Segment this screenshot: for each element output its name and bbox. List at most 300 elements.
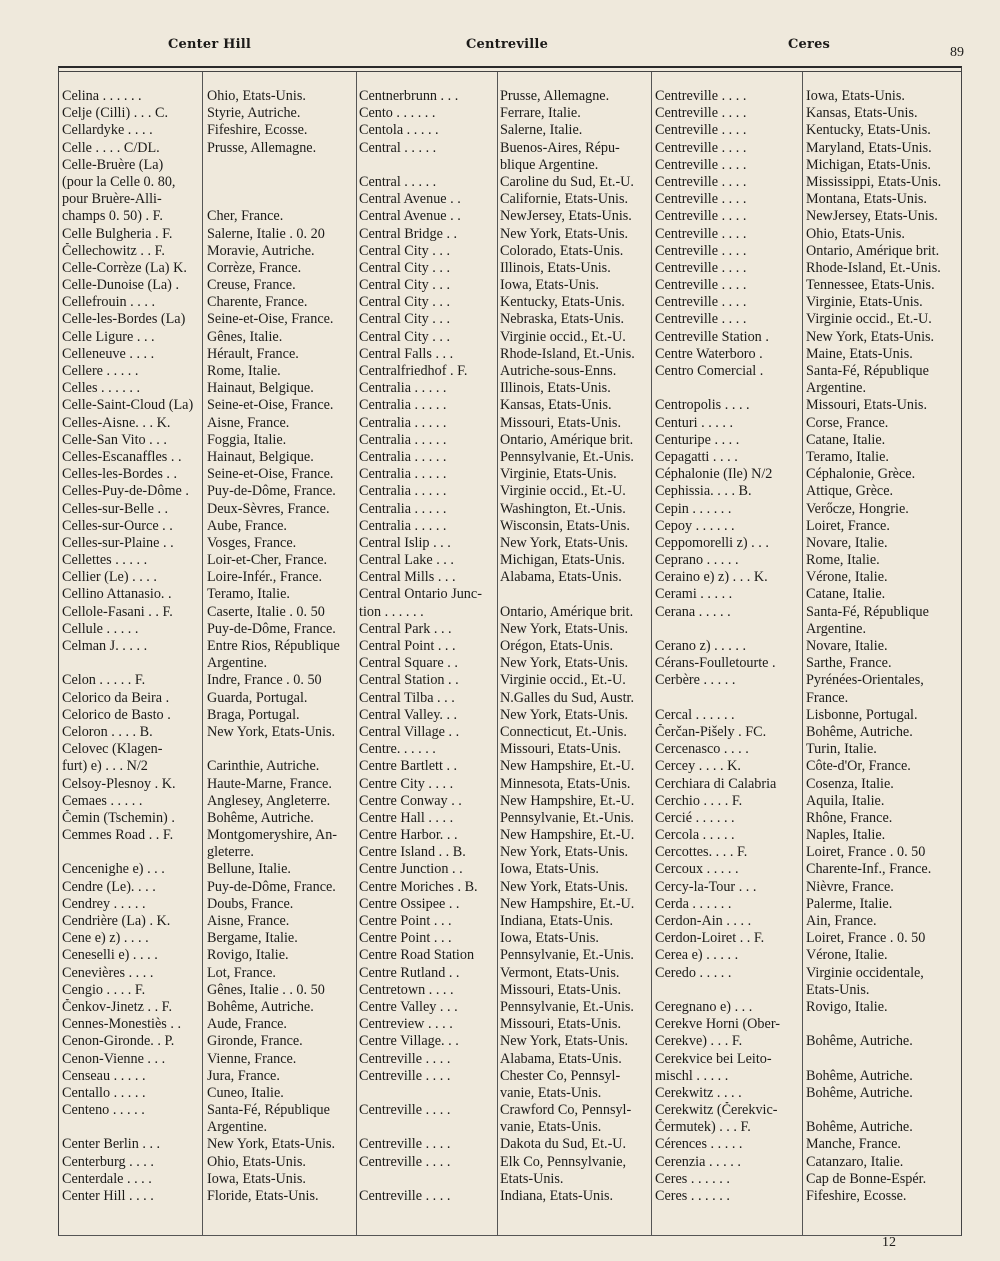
list-item — [359, 1051, 653, 1068]
place-name: Cencenighe e) . . . — [62, 861, 165, 878]
place-name: Celle-San Vito . . . — [62, 431, 167, 448]
list-item — [359, 793, 653, 810]
place-location: Argentine. — [207, 1119, 268, 1136]
list-item — [655, 1119, 958, 1136]
list-item — [359, 363, 653, 380]
list-item — [62, 965, 355, 982]
place-name: Cendrey . . . . . — [62, 895, 146, 912]
place-location: Sarthe, France. — [806, 655, 892, 672]
list-item — [359, 724, 653, 741]
place-location: Etats-Unis. — [500, 1170, 564, 1187]
place-name: Centre Ossipee . . — [359, 895, 460, 912]
list-item — [655, 174, 958, 191]
place-location: N.Galles du Sud, Austr. — [500, 689, 634, 706]
list-item — [62, 1171, 355, 1188]
place-location: Puy-de-Dôme, France. — [207, 483, 336, 500]
list-item — [655, 122, 958, 139]
list-item — [655, 724, 958, 741]
place-location: Bohême, Autriche. — [806, 1067, 913, 1084]
list-item — [655, 947, 958, 964]
list-item — [62, 466, 355, 483]
place-name: Celle-Corrèze (La) K. — [62, 259, 187, 276]
list-item — [62, 552, 355, 569]
place-name: Cerekve Horni (Ober- — [655, 1016, 780, 1033]
list-item — [359, 122, 653, 139]
place-location: Loiret, France. — [806, 517, 890, 534]
list-item — [359, 380, 653, 397]
place-location: Rome, Italie. — [207, 363, 281, 379]
place-name: Centreville . . . . — [655, 156, 747, 173]
place-name: Centre Point . . . — [359, 930, 452, 947]
place-name: Centreville . . . . — [655, 242, 747, 259]
list-item — [62, 982, 355, 999]
list-item — [359, 535, 653, 552]
gazetteer-column-2 — [359, 88, 653, 1205]
place-location: Elk Co, Pennsylvanie, — [500, 1153, 627, 1170]
place-location: Virginie occid., Et.-U. — [500, 672, 626, 689]
place-location: Maryland, Etats-Unis. — [806, 139, 932, 156]
place-name: Ceregnano e) . . . — [655, 998, 753, 1015]
place-location: New York, Etats-Unis. — [500, 844, 629, 861]
list-item — [62, 707, 355, 724]
list-item — [62, 277, 355, 294]
place-location: Loir-et-Cher, France. — [207, 552, 328, 569]
list-item — [359, 586, 653, 603]
place-name: Centreville . . . . — [655, 225, 747, 242]
list-item — [655, 432, 958, 449]
place-name: Cellefrouin . . . . — [62, 294, 155, 311]
place-location: Alabama, Etats-Unis. — [500, 569, 622, 586]
place-location: Vérone, Italie. — [806, 947, 888, 964]
place-name: Centreville . . . . — [655, 122, 747, 139]
place-name: Central Falls . . . — [359, 345, 454, 362]
list-item — [359, 982, 653, 999]
place-location: Mississippi, Etats-Unis. — [806, 173, 942, 190]
place-location: New York, Etats-Unis. — [500, 620, 629, 637]
place-location: Floride, Etats-Unis. — [207, 1188, 319, 1204]
place-name: Cellole-Fasani . . F. — [62, 603, 173, 620]
list-item — [359, 776, 653, 793]
place-name: Cepin . . . . . . — [655, 500, 732, 517]
place-name: Central Mills . . . — [359, 569, 456, 586]
place-name: mischl . . . . . — [655, 1067, 729, 1084]
list-item — [359, 501, 653, 518]
place-name: Cennes-Monestiès . . — [62, 1016, 182, 1033]
frame-double-rule — [58, 71, 962, 72]
place-location: Ontario, Amérique brit. — [806, 242, 940, 259]
place-name: Centralia . . . . . — [359, 380, 447, 397]
place-location: Orégon, Etats-Unis. — [500, 638, 614, 654]
list-item — [62, 380, 355, 397]
list-item — [359, 569, 653, 586]
list-item — [359, 638, 653, 655]
place-name: Central Islip . . . — [359, 534, 451, 551]
place-location: Fifeshire, Ecosse. — [806, 1188, 907, 1204]
place-location: Santa-Fé, République — [806, 603, 929, 620]
list-item — [62, 1016, 355, 1033]
place-location: Nièvre, France. — [806, 878, 894, 895]
page-number: 89 — [950, 45, 964, 60]
list-item — [359, 999, 653, 1016]
place-name: Centre Island . . B. — [359, 844, 466, 861]
list-item — [62, 1188, 355, 1205]
place-name: Cercy-la-Tour . . . — [655, 878, 757, 895]
place-name: Centreville . . . . — [655, 259, 747, 276]
place-name: Centnerbrunn . . . — [359, 88, 459, 104]
list-item — [655, 930, 958, 947]
place-location: Ontario, Amérique brit. — [500, 603, 634, 620]
place-name: Central Point . . . — [359, 638, 456, 654]
list-item — [359, 483, 653, 500]
place-name: Cenevières . . . . — [62, 964, 154, 981]
place-location: Autriche-sous-Enns. — [500, 363, 617, 379]
place-name: Cerekvice bei Leito- — [655, 1050, 772, 1067]
list-item — [359, 947, 653, 964]
list-item — [655, 466, 958, 483]
place-name: Central City . . . — [359, 328, 451, 345]
list-item — [655, 226, 958, 243]
place-location: Colorado, Etats-Unis. — [500, 242, 624, 259]
place-name: Celles . . . . . . — [62, 380, 141, 397]
place-location: Cap de Bonne-Espér. — [806, 1170, 927, 1187]
place-name: Centre Junction . . — [359, 861, 463, 878]
place-location: vanie, Etats-Unis. — [500, 1084, 602, 1101]
place-location: Bohême, Autriche. — [207, 809, 314, 826]
place-location — [496, 586, 653, 603]
place-name: Cenon-Gironde. . P. — [62, 1033, 175, 1050]
place-location: Jura, France. — [207, 1067, 280, 1084]
place-location: Michigan, Etats-Unis. — [806, 156, 931, 173]
list-item — [359, 810, 653, 827]
place-location: Vienne, France. — [207, 1050, 297, 1067]
place-name: Cerana . . . . . — [655, 603, 731, 620]
place-name: Celle Ligure . . . — [62, 328, 155, 345]
place-name — [359, 1171, 496, 1188]
place-name: Centre Hall . . . . — [359, 809, 454, 826]
place-location: Hainaut, Belgique. — [207, 380, 314, 397]
place-location: Aquila, Italie. — [806, 792, 885, 809]
place-name: Central Avenue . . — [359, 208, 461, 225]
list-item — [62, 879, 355, 896]
list-item — [359, 707, 653, 724]
list-item — [62, 1119, 355, 1136]
list-item — [359, 1016, 653, 1033]
place-name — [655, 380, 802, 397]
place-name: Centuripe . . . . — [655, 431, 740, 448]
place-location: Californie, Etats-Unis. — [500, 191, 629, 208]
place-location: Palerme, Italie. — [806, 895, 893, 912]
place-name: Centralia . . . . . — [359, 500, 447, 517]
place-name: Cellino Attanasio. . — [62, 586, 172, 603]
place-location: Manche, France. — [806, 1136, 901, 1153]
list-item — [359, 965, 653, 982]
place-name: Celina . . . . . . — [62, 88, 142, 104]
list-item — [62, 1154, 355, 1171]
place-location: Missouri, Etats-Unis. — [806, 397, 927, 414]
place-name: Centre Bartlett . . — [359, 758, 458, 775]
place-name: Centreville . . . . — [359, 1050, 451, 1067]
list-item — [655, 844, 958, 861]
place-location: Virginie occid., Et.-U. — [806, 311, 932, 328]
list-item — [655, 1033, 958, 1050]
list-item — [359, 311, 653, 328]
list-item — [359, 105, 653, 122]
place-location: Dakota du Sud, Et.-U. — [500, 1136, 627, 1153]
list-item — [62, 329, 355, 346]
list-item — [62, 346, 355, 363]
list-item — [359, 1085, 653, 1102]
list-item — [62, 690, 355, 707]
list-item — [62, 827, 355, 844]
place-name: Celles-sur-Ource . . — [62, 517, 173, 534]
list-item — [655, 776, 958, 793]
place-location: Missouri, Etats-Unis. — [500, 981, 621, 998]
list-item — [655, 1016, 958, 1033]
place-name: Centralia . . . . . — [359, 397, 447, 414]
place-name: Centralia . . . . . — [359, 517, 447, 534]
place-location: Bohême, Autriche. — [806, 1033, 913, 1050]
place-location: Salerne, Italie. — [500, 122, 583, 139]
list-item — [359, 157, 653, 174]
list-item — [655, 586, 958, 603]
list-item — [655, 879, 958, 896]
place-location: Salerne, Italie . 0. 20 — [207, 225, 325, 242]
list-item — [359, 1154, 653, 1171]
list-item — [62, 638, 355, 655]
list-item — [62, 363, 355, 380]
place-location: Loire-Infér., France. — [207, 569, 323, 586]
place-location: New York, Etats-Unis. — [500, 706, 629, 723]
place-location: Kansas, Etats-Unis. — [500, 397, 612, 414]
place-location: New York, Etats-Unis. — [500, 225, 629, 242]
list-item — [62, 569, 355, 586]
place-location: Bohême, Autriche. — [806, 1084, 913, 1101]
place-name: Centre Rutland . . — [359, 964, 460, 981]
place-location: Pyrénées-Orientales, — [806, 672, 924, 689]
place-location: Gironde, France. — [207, 1033, 303, 1050]
place-location: blique Argentine. — [500, 156, 599, 173]
place-location — [802, 1051, 958, 1068]
place-location: Pennsylvanie, Et.-Unis. — [500, 998, 634, 1015]
place-location: Michigan, Etats-Unis. — [500, 552, 625, 569]
place-location: Prusse, Allemagne. — [207, 139, 317, 156]
place-name: Centreville . . . . — [655, 173, 747, 190]
place-location: Illinois, Etats-Unis. — [500, 380, 611, 397]
place-name: Celles-sur-Plaine . . — [62, 534, 174, 551]
list-item — [655, 208, 958, 225]
place-location: Fifeshire, Ecosse. — [207, 122, 308, 139]
place-location: Aude, France. — [207, 1016, 287, 1033]
list-item — [62, 260, 355, 277]
list-item — [62, 140, 355, 157]
list-item — [359, 1119, 653, 1136]
list-item — [359, 397, 653, 414]
place-name: Central Lake . . . — [359, 552, 454, 569]
place-name: Cene e) z) . . . . — [62, 930, 149, 947]
list-item — [359, 294, 653, 311]
place-location: Corrèze, France. — [207, 259, 302, 276]
place-name: Cerekwitz . . . . — [655, 1084, 742, 1101]
place-location: Vosges, France. — [207, 534, 297, 551]
list-item — [62, 604, 355, 621]
list-item — [62, 861, 355, 878]
place-name — [359, 1085, 496, 1102]
list-item — [655, 827, 958, 844]
place-location: Kansas, Etats-Unis. — [806, 105, 918, 122]
list-item — [62, 1033, 355, 1050]
list-item — [655, 638, 958, 655]
place-name: Cemmes Road . . F. — [62, 827, 174, 844]
place-location: Pennsylvanie, Et.-Unis. — [500, 809, 634, 826]
list-item — [62, 1068, 355, 1085]
place-name: Centuri . . . . . — [655, 414, 734, 431]
place-location: New York, Etats-Unis. — [500, 1033, 629, 1050]
place-location: Turin, Italie. — [806, 741, 877, 758]
list-item — [655, 260, 958, 277]
list-item — [359, 690, 653, 707]
place-name — [655, 621, 802, 638]
place-name: Centreville . . . . — [359, 1136, 451, 1153]
place-location: Catanzaro, Italie. — [806, 1153, 904, 1170]
place-location: Iowa, Etats-Unis. — [500, 861, 599, 878]
place-name: Cerekve) . . . F. — [655, 1033, 743, 1050]
place-name: Celle Bulgheria . F. — [62, 225, 173, 242]
place-location: Santa-Fé, République — [806, 363, 929, 379]
list-item — [359, 432, 653, 449]
place-location: Teramo, Italie. — [806, 448, 889, 465]
place-location: Ontario, Amérique brit. — [500, 431, 634, 448]
place-location: Lisbonne, Portugal. — [806, 706, 918, 723]
place-name: Centralia . . . . . — [359, 448, 447, 465]
place-location: Braga, Portugal. — [207, 706, 300, 723]
list-item — [655, 501, 958, 518]
place-location: Ferrare, Italie. — [500, 105, 581, 122]
place-name: tion . . . . . . — [359, 603, 424, 620]
place-location: NewJersey, Etats-Unis. — [500, 208, 632, 225]
place-location: Novare, Italie. — [806, 638, 888, 654]
place-name: Centreville . . . . — [359, 1153, 451, 1170]
place-name: Centre Village. . . — [359, 1033, 459, 1050]
place-location: Kentucky, Etats-Unis. — [500, 294, 625, 311]
place-location: Montana, Etats-Unis. — [806, 191, 927, 208]
list-item — [655, 277, 958, 294]
place-name: Central City . . . — [359, 311, 451, 328]
list-item — [359, 913, 653, 930]
place-location: Rome, Italie. — [806, 552, 880, 569]
place-location: Virginie, Etats-Unis. — [500, 466, 617, 483]
place-name: Centerdale . . . . — [62, 1170, 152, 1187]
place-name: Cento . . . . . . — [359, 105, 436, 122]
place-name: Cerami . . . . . — [655, 586, 733, 603]
list-item — [359, 466, 653, 483]
place-location: Montgomeryshire, An- — [207, 827, 338, 844]
place-name: Cenon-Vienne . . . — [62, 1050, 166, 1067]
place-location: Haute-Marne, France. — [207, 775, 332, 792]
place-location — [802, 1016, 958, 1033]
place-name: Celle-les-Bordes (La) — [62, 311, 186, 328]
place-name: Celles-sur-Belle . . — [62, 500, 169, 517]
place-name: Centre Conway . . — [359, 792, 462, 809]
place-name: Céphalonie (Ile) N/2 — [655, 466, 773, 483]
place-location: Verőcze, Hongrie. — [806, 500, 909, 517]
place-name: Centerburg . . . . — [62, 1153, 154, 1170]
list-item — [359, 260, 653, 277]
place-name: Central Ontario Junc- — [359, 586, 482, 603]
place-location: vanie, Etats-Unis. — [500, 1119, 602, 1136]
place-name: Cepagatti . . . . — [655, 448, 738, 465]
list-item — [655, 294, 958, 311]
place-location: Naples, Italie. — [806, 827, 886, 844]
place-name: Centropolis . . . . — [655, 397, 750, 414]
place-name: Central . . . . . — [359, 139, 437, 156]
list-item — [359, 174, 653, 191]
place-name: Centallo . . . . . — [62, 1084, 146, 1101]
place-name: Cercoux . . . . . — [655, 861, 739, 878]
place-name: Cendrière (La) . K. — [62, 913, 171, 929]
place-location: Cuneo, Italie. — [207, 1084, 284, 1101]
place-location: Creuse, France. — [207, 277, 296, 294]
list-item — [62, 483, 355, 500]
list-item — [62, 105, 355, 122]
place-name: Centro Comercial . — [655, 363, 764, 379]
gazetteer-column-1 — [62, 88, 355, 1205]
place-name: Celle-Saint-Cloud (La) — [62, 397, 194, 414]
place-location: New Hampshire, Et.-U. — [500, 758, 635, 775]
place-location: Connecticut, Et.-Unis. — [500, 723, 627, 740]
list-item — [655, 1068, 958, 1085]
list-item — [62, 1102, 355, 1119]
place-name: Central City . . . — [359, 294, 451, 311]
running-head-right: Ceres — [788, 37, 831, 52]
list-item — [62, 397, 355, 414]
list-item — [655, 363, 958, 380]
list-item — [359, 208, 653, 225]
place-name: Centre City . . . . — [359, 775, 454, 792]
place-name: Celles-Aisne. . . K. — [62, 414, 171, 431]
place-location: New York, Etats-Unis. — [500, 655, 629, 672]
list-item — [359, 1136, 653, 1153]
place-location: Catane, Italie. — [806, 586, 886, 603]
place-location: Puy-de-Dôme, France. — [207, 878, 336, 895]
place-name: Centretown . . . . — [359, 981, 454, 998]
place-name: Centreville . . . . — [655, 294, 747, 311]
place-name: Central Valley. . . — [359, 706, 458, 723]
place-location: Santa-Fé, République — [207, 1102, 330, 1119]
place-location: Attique, Grèce. — [806, 483, 894, 500]
place-location: Ohio, Etats-Unis. — [207, 1153, 306, 1170]
list-item — [655, 140, 958, 157]
place-name: Centre Road Station — [359, 947, 475, 964]
place-location: Ohio, Etats-Unis. — [806, 225, 905, 242]
place-name: Ceraino e) z) . . . K. — [655, 569, 768, 586]
list-item — [62, 1136, 355, 1153]
place-name: Celorico de Basto . — [62, 706, 171, 723]
place-name: Cerea e) . . . . . — [655, 947, 739, 964]
place-name: Cerenzia . . . . . — [655, 1153, 741, 1170]
place-location: Indiana, Etats-Unis. — [500, 1188, 614, 1204]
list-item — [359, 655, 653, 672]
place-location: France. — [806, 689, 849, 706]
place-name: Central City . . . — [359, 259, 451, 276]
place-name: Centre Harbor. . . — [359, 827, 458, 844]
place-name: Ceredo . . . . . — [655, 964, 732, 981]
place-location — [203, 191, 355, 208]
place-name: Cerdon-Loiret . . F. — [655, 930, 765, 947]
place-name: Celman J. . . . . — [62, 638, 148, 654]
list-item — [655, 449, 958, 466]
place-location: Ain, France. — [806, 913, 877, 929]
place-name: Censeau . . . . . — [62, 1067, 146, 1084]
